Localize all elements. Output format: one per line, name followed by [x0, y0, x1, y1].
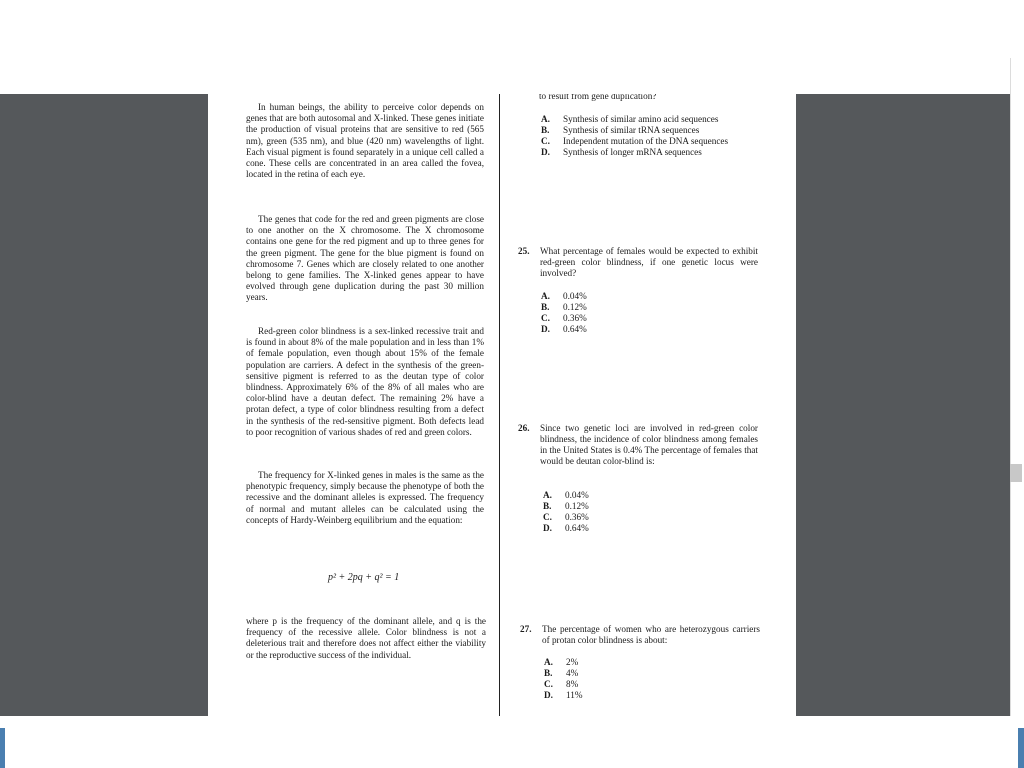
question-25-option-d[interactable]	[541, 324, 771, 335]
option-letter: D.	[543, 523, 552, 533]
viewer-left-margin	[0, 94, 208, 716]
question-27-option-a[interactable]	[544, 657, 774, 668]
passage-paragraph-1: In human beings, the ability to perceive color depends on genes that are both autosomal and X-linked. These genes initiate the production of visual proteins that are sensitive to red (565 nm), green (535 nm), and blue (420 nm) wavelengths of light. Each visual pigment is found separately in a unique cell called a cone. These cells are concentrated in an area called the fovea, located in the retina of each eye.	[246, 102, 484, 180]
question-26-number: 26.	[518, 423, 530, 433]
option-text: Synthesis of longer mRNA sequences	[563, 147, 702, 157]
hardy-weinberg-equation: p² + 2pq + q² = 1	[328, 572, 400, 583]
option-text: 0.04%	[563, 291, 587, 301]
question-27-option-c[interactable]	[544, 679, 774, 690]
window-edge-right	[1018, 728, 1024, 768]
question-26-option-d[interactable]	[543, 523, 773, 534]
question-27	[520, 624, 760, 648]
passage-paragraph-5: where p is the frequency of the dominant allele, and q is the frequency of the recessive allele. Color blindness is not a deleterious trait and therefore does not affect either the viability or the reproductive success of the individual.	[246, 616, 486, 660]
option-letter: C.	[541, 313, 550, 323]
question-24-option-c[interactable]	[541, 136, 771, 147]
question-27-number: 27.	[520, 624, 532, 634]
passage-paragraph-2: The genes that code for the red and green pigments are close to one another on the X chromosome. The X chromosome contains one gene for the red pigment and up to three genes for the green pigment. The gene for the blue pigment is found on chromosome 7. Genes which are closely related to one another belong to gene families. The X-linked genes appear to have evolved through gene duplication during the past 30 million years.	[246, 214, 484, 303]
option-letter: D.	[544, 690, 553, 700]
option-letter: C.	[541, 136, 550, 146]
question-25-number: 25.	[518, 246, 530, 256]
column-divider	[499, 94, 500, 716]
option-text: 2%	[566, 657, 579, 667]
question-26-option-a[interactable]	[543, 490, 773, 501]
question-24-option-b[interactable]	[541, 125, 771, 136]
option-text: 0.36%	[565, 512, 589, 522]
option-letter: C.	[544, 679, 553, 689]
option-text: 0.64%	[563, 324, 587, 334]
option-text: 0.36%	[563, 313, 587, 323]
option-letter: C.	[543, 512, 552, 522]
option-letter: A.	[544, 657, 553, 667]
option-text: Independent mutation of the DNA sequences	[563, 136, 729, 146]
question-26-option-c[interactable]	[543, 512, 773, 523]
option-letter: B.	[541, 302, 550, 312]
option-letter: B.	[541, 125, 550, 135]
question-25-option-a[interactable]	[541, 291, 771, 302]
option-text: Synthesis of similar amino acid sequences	[563, 114, 719, 124]
vertical-scrollbar[interactable]	[1010, 58, 1024, 734]
option-text: 0.04%	[565, 490, 589, 500]
option-text: 0.12%	[565, 501, 589, 511]
passage-paragraph-3: Red-green color blindness is a sex-linked recessive trait and is found in about 8% of the male population and in less than 1% of female population, even though about 15% of the female population are carriers. A defect in the synthesis of the green-sensitive pigment is referred to as the deutan type of color blindness. Approximately 6% of the 8% of all males who are color-blind have a deutan defect. The remaining 2% have a protan defect, a type of color blindness resulting from a defect in the synthesis of the red-sensitive pigment. Both defects lead to poor recognition of various shades of red and green colors.	[246, 326, 484, 437]
passage-paragraph-4: The frequency for X-linked genes in males is the same as the phenotypic frequency, simply because the phenotype of both the recessive and the dominant alleles is expressed. The frequency of normal and mutant alleles can be calculated using the concepts of Hardy-Weinberg equilibrium and the equation:	[246, 470, 484, 525]
option-text: 8%	[566, 679, 579, 689]
option-letter: A.	[541, 291, 550, 301]
question-25-option-c[interactable]	[541, 313, 771, 324]
question-27-stem: The percentage of women who are heterozygous carriers of protan color blindness is about:	[542, 624, 760, 645]
option-text: Synthesis of similar tRNA sequences	[563, 125, 700, 135]
question-24-stem-end: to result from gene duplication?	[539, 94, 657, 101]
question-27-option-d[interactable]	[544, 690, 774, 701]
question-24-option-a[interactable]	[541, 114, 771, 125]
question-25	[518, 246, 758, 280]
option-letter: B.	[543, 501, 552, 511]
option-letter: A.	[543, 490, 552, 500]
option-text: 0.12%	[563, 302, 587, 312]
option-letter: A.	[541, 114, 550, 124]
viewer-bottom-area	[0, 716, 1024, 768]
viewer-right-margin	[796, 94, 1010, 716]
option-letter: D.	[541, 324, 550, 334]
question-26	[518, 423, 758, 479]
option-letter: B.	[544, 668, 553, 678]
viewer-top-area	[0, 0, 1024, 94]
question-26-stem: Since two genetic loci are involved in red-green color blindness, the incidence of color blindness among females in the United States is 0.4% The percentage of females that would be deutan color-blind is:	[540, 423, 758, 466]
option-text: 4%	[566, 668, 579, 678]
document-page	[208, 94, 796, 716]
option-letter: D.	[541, 147, 550, 157]
question-25-stem: What percentage of females would be expected to exhibit red-green color blindness, if one genetic locus were involved?	[540, 246, 758, 278]
question-26-option-b[interactable]	[543, 501, 773, 512]
option-text: 11%	[566, 690, 583, 700]
scrollbar-thumb[interactable]	[1010, 464, 1022, 482]
window-edge-left	[0, 728, 5, 768]
question-24-option-d[interactable]	[541, 147, 771, 158]
option-text: 0.64%	[565, 523, 589, 533]
question-27-option-b[interactable]	[544, 668, 774, 679]
question-25-option-b[interactable]	[541, 302, 771, 313]
